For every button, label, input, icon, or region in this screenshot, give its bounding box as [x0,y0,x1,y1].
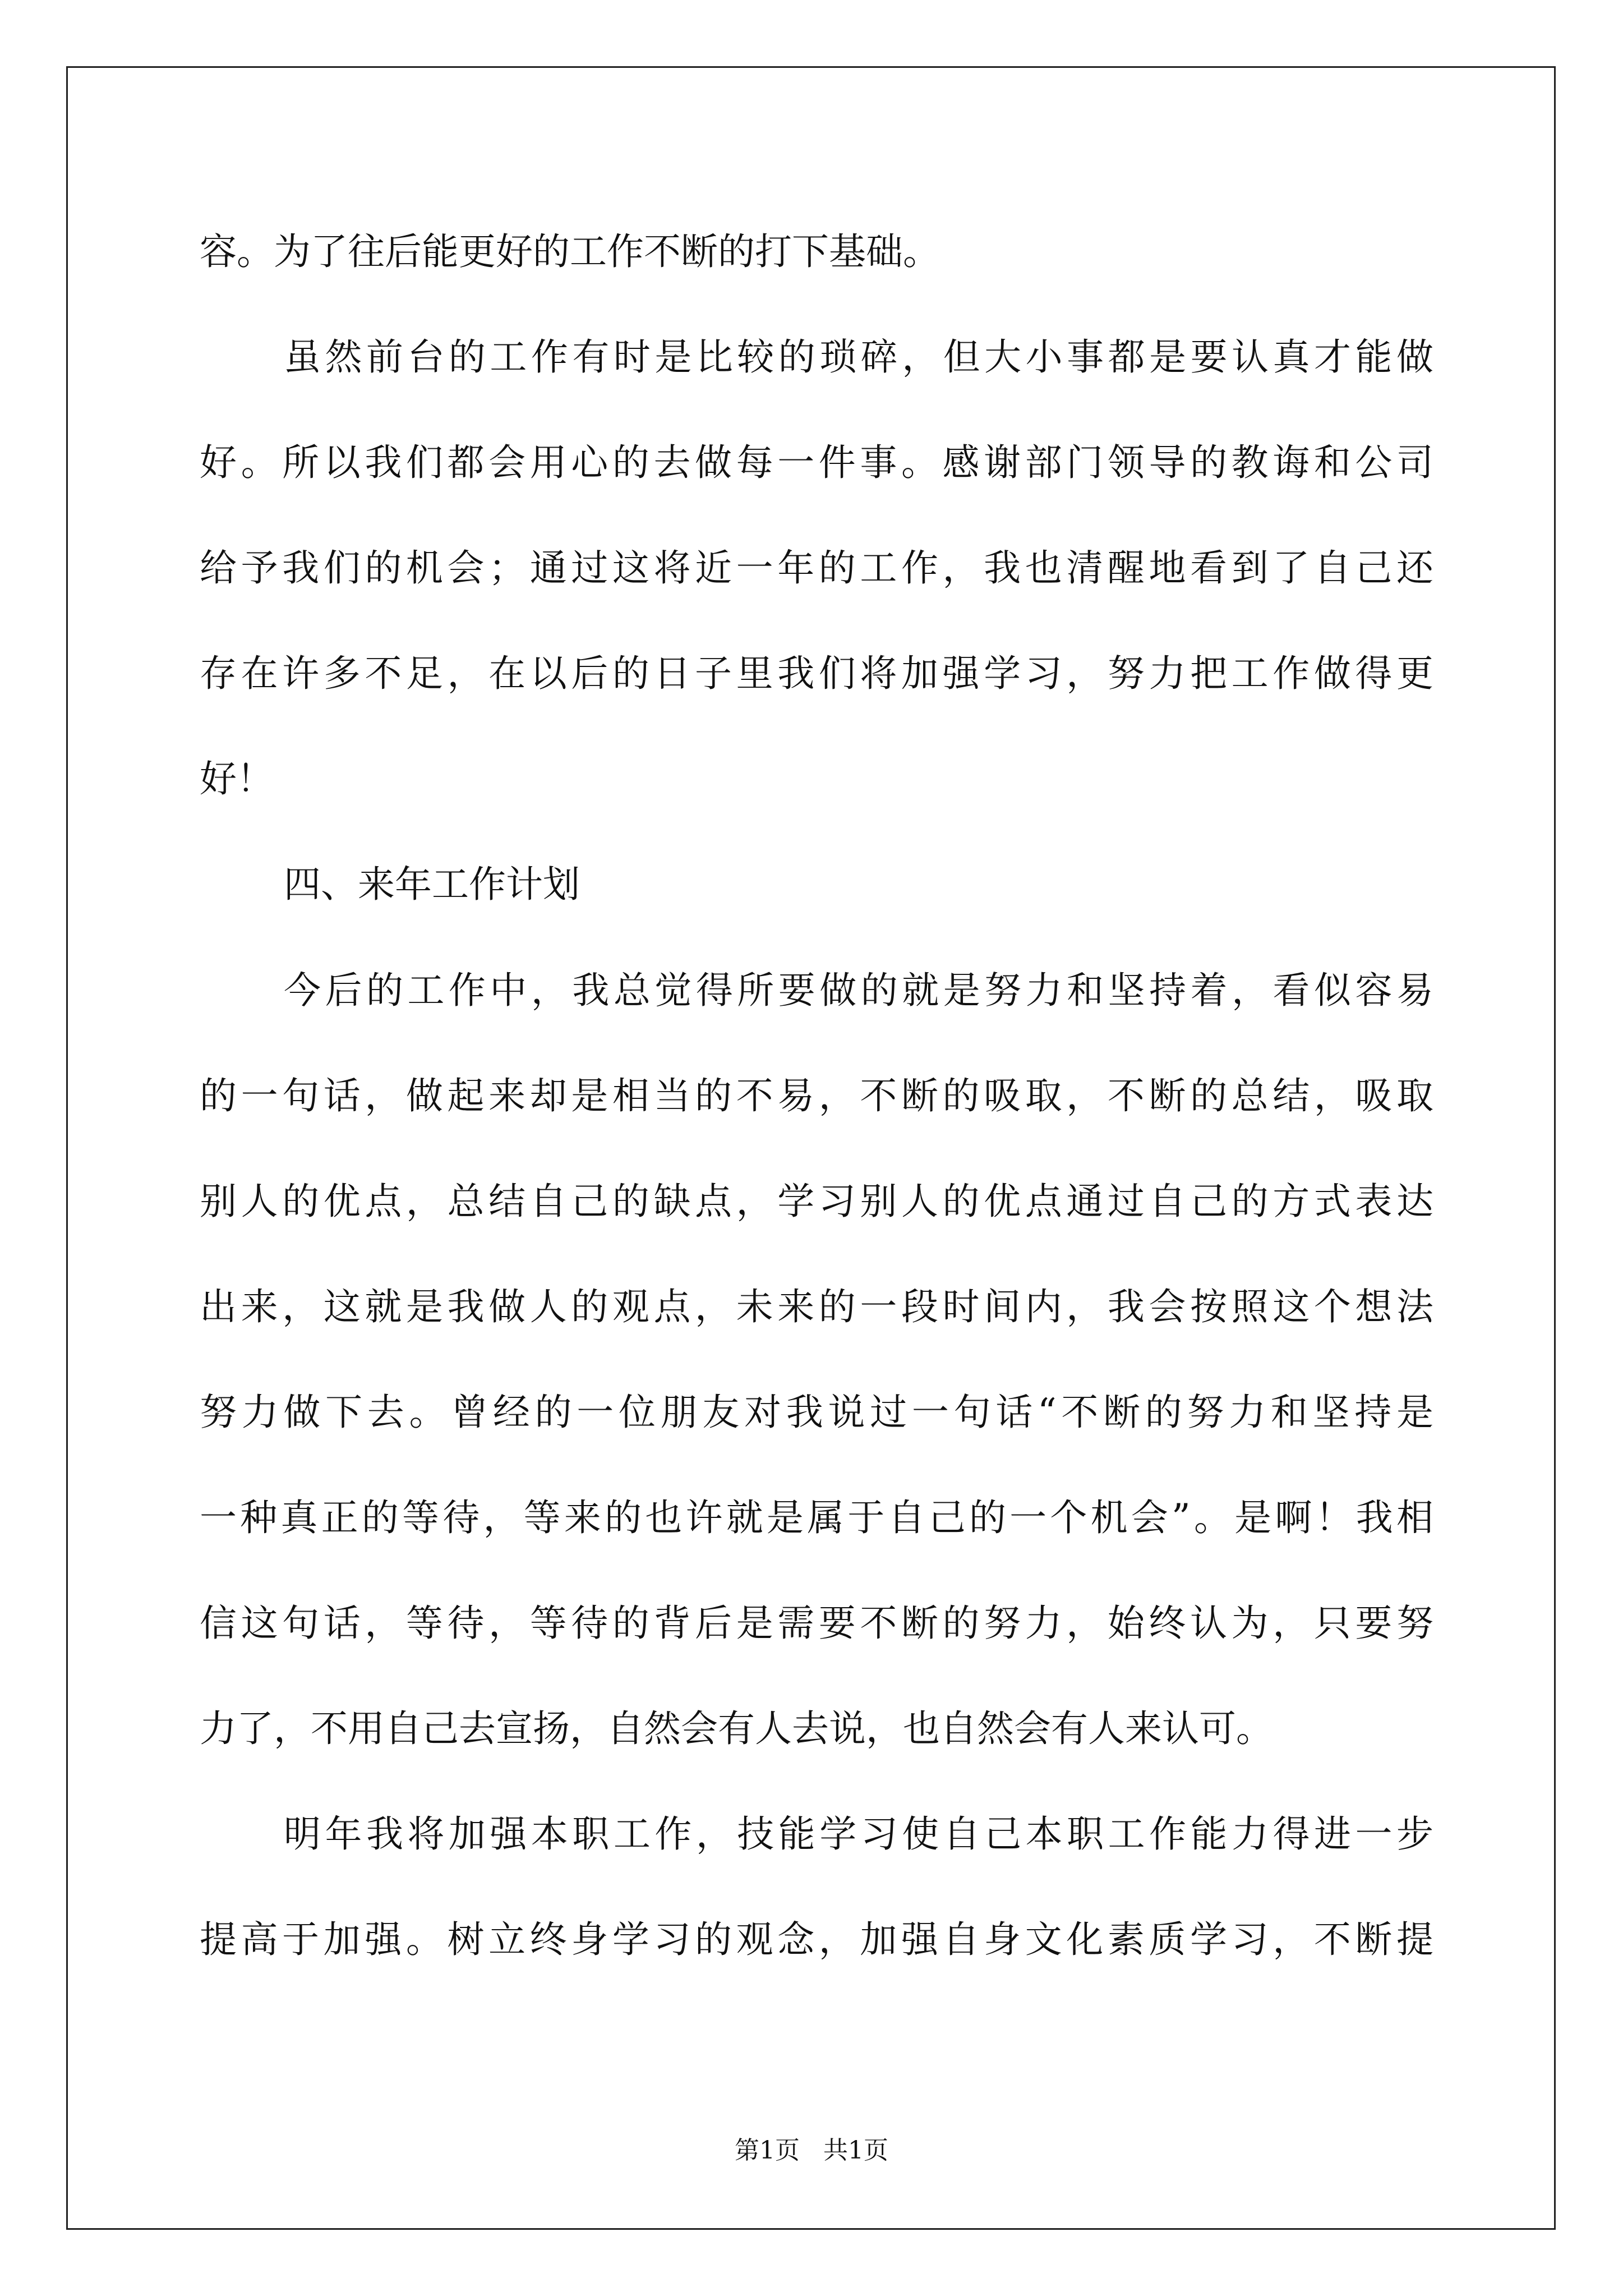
text-line: 提高于加强。树立终身学习的观念，加强自身文化素质学习，不断提 [200,1918,1433,1961]
text-line: 力了，不用自己去宣扬，自然会有人去说，也自然会有人来认可。 [200,1707,1273,1750]
page-footer: 第1页 共1页 [735,2136,888,2165]
section-heading: 四、来年工作计划 [284,863,580,906]
text-line: 努力做下去。曾经的一位朋友对我说过一句话“不断的努力和坚持是 [200,1391,1433,1434]
text-line: 好！ [200,757,274,800]
text-line: 的一句话，做起来却是相当的不易，不断的吸取，不断的总结，吸取 [200,1074,1433,1117]
text-line: 容。为了往后能更好的工作不断的打下基础。 [200,230,940,273]
text-line: 虽然前台的工作有时是比较的琐碎，但大小事都是要认真才能做 [284,335,1433,379]
text-line: 别人的优点，总结自己的缺点，学习别人的优点通过自己的方式表达 [200,1180,1433,1223]
page-border [66,66,1556,2230]
text-line: 存在许多不足，在以后的日子里我们将加强学习，努力把工作做得更 [200,652,1433,695]
text-line: 出来，这就是我做人的观点，未来的一段时间内，我会按照这个想法 [200,1285,1433,1328]
text-line: 今后的工作中，我总觉得所要做的就是努力和坚持着，看似容易 [284,969,1433,1012]
text-line: 给予我们的机会；通过这将近一年的工作，我也清醒地看到了自己还 [200,546,1433,590]
text-line: 一种真正的等待，等来的也许就是属于自己的一个机会”。是啊！我相 [200,1496,1433,1539]
text-line: 明年我将加强本职工作，技能学习使自己本职工作能力得进一步 [284,1812,1433,1856]
text-line: 信这句话，等待，等待的背后是需要不断的努力，始终认为，只要努 [200,1602,1433,1645]
text-line: 好。所以我们都会用心的去做每一件事。感谢部门领导的教诲和公司 [200,441,1433,484]
